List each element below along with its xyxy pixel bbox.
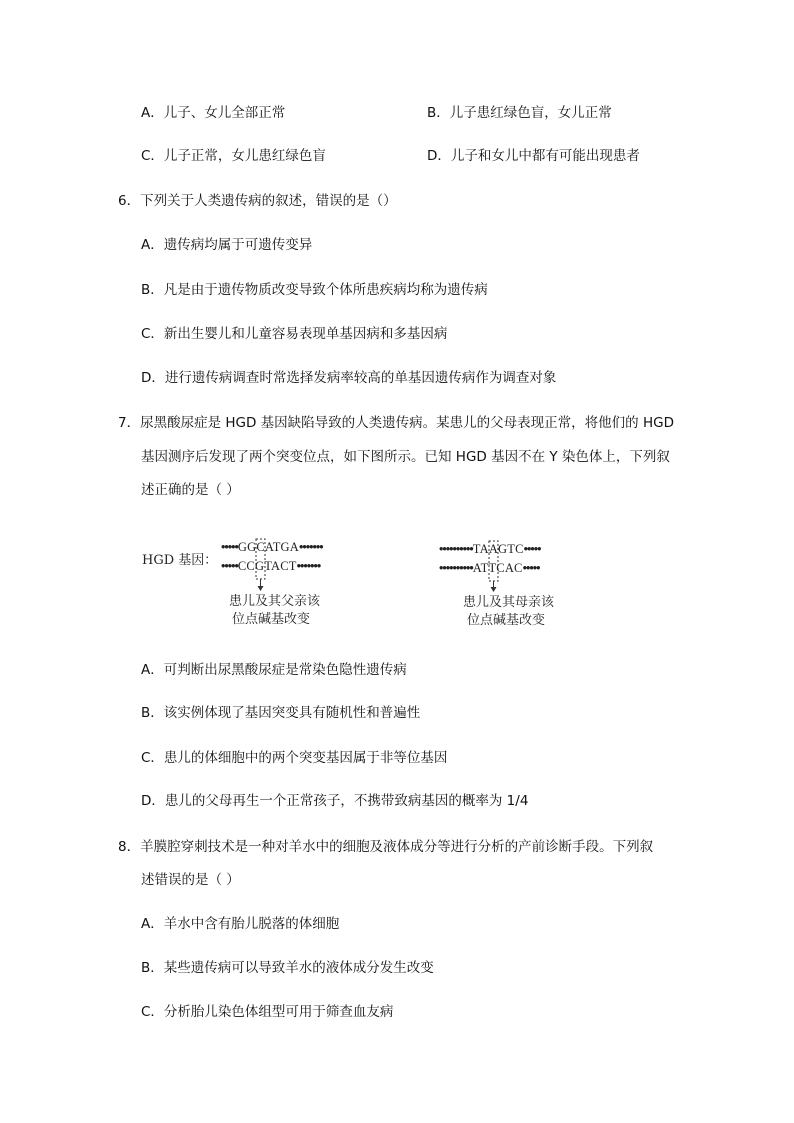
right-arrow-head [491, 587, 497, 592]
q6-stem: 6．下列关于人类遗传病的叙述，错误的是（） [118, 193, 397, 209]
right-caption-1: 患儿及其母亲该 [463, 595, 555, 610]
prev-option-a: A．儿子、女儿全部正常 [141, 105, 286, 121]
left-caption-2: 位点碱基改变 [232, 612, 311, 627]
q6-option-a: A．遗传病均属于可遗传变异 [141, 237, 313, 253]
right-mutation-box [489, 541, 498, 581]
q7-stem-line-3: 述正确的是（ ） [141, 482, 240, 498]
prev-option-c: C．儿子正常，女儿患红绿色盲 [141, 148, 326, 164]
gene-label: HGD 基因： [142, 553, 218, 568]
left-top-strand: •••••GGCATGA••••••• [221, 540, 323, 554]
q8-option-b: B．某些遗传病可以导致羊水的液体成分发生改变 [141, 960, 434, 976]
right-top-strand: ••••••••••TAAGTC••••• [439, 542, 541, 556]
q6-option-b: B．凡是由于遗传物质改变导致个体所患疾病均称为遗传病 [141, 282, 488, 298]
q7-option-a: A．可判断出尿黑酸尿症是常染色隐性遗传病 [141, 662, 407, 678]
q7-option-b: B．该实例体现了基因突变具有随机性和普遍性 [141, 705, 421, 721]
left-caption-1: 患儿及其父亲该 [229, 594, 321, 609]
q7-stem-line-1: 7．尿黑酸尿症是 HGD 基因缺陷导致的人类遗传病。某患儿的父母表现正常，将他们的 HGD [118, 415, 674, 431]
left-arrow-head [258, 586, 264, 591]
q6-option-c: C．新出生婴儿和儿童容易表现单基因病和多基因病 [141, 326, 448, 342]
q7-option-d: D．患儿的父母再生一个正常孩子，不携带致病基因的概率为 1/4 [141, 793, 529, 809]
q8-option-a: A．羊水中含有胎儿脱落的体细胞 [141, 916, 340, 932]
q8-stem-line-2: 述错误的是（ ） [141, 872, 240, 888]
right-caption-2: 位点碱基改变 [467, 613, 546, 628]
prev-option-d: D．儿子和女儿中都有可能出现患者 [427, 148, 640, 164]
left-bottom-strand: •••••CCGTACT••••••• [221, 559, 321, 573]
left-mutation-box [256, 539, 265, 579]
prev-option-b: B．儿子患红绿色盲，女儿正常 [427, 105, 612, 121]
q8-option-c: C．分析胎儿染色体组型可用于筛查血友病 [141, 1004, 394, 1020]
q6-option-d: D．进行遗传病调查时常选择发病率较高的单基因遗传病作为调查对象 [141, 370, 557, 386]
q7-option-c: C．患儿的体细胞中的两个突变基因属于非等位基因 [141, 750, 448, 766]
q8-stem-line-1: 8．羊膜腔穿刺技术是一种对羊水中的细胞及液体成分等进行分析的产前诊断手段。下列叙 [118, 839, 654, 855]
right-bottom-strand: ••••••••••ATTCAC••••• [439, 561, 540, 575]
q7-stem-line-2: 基因测序后发现了两个突变位点，如下图所示。已知 HGD 基因不在 Y 染色体上，下列叙 [141, 449, 670, 465]
